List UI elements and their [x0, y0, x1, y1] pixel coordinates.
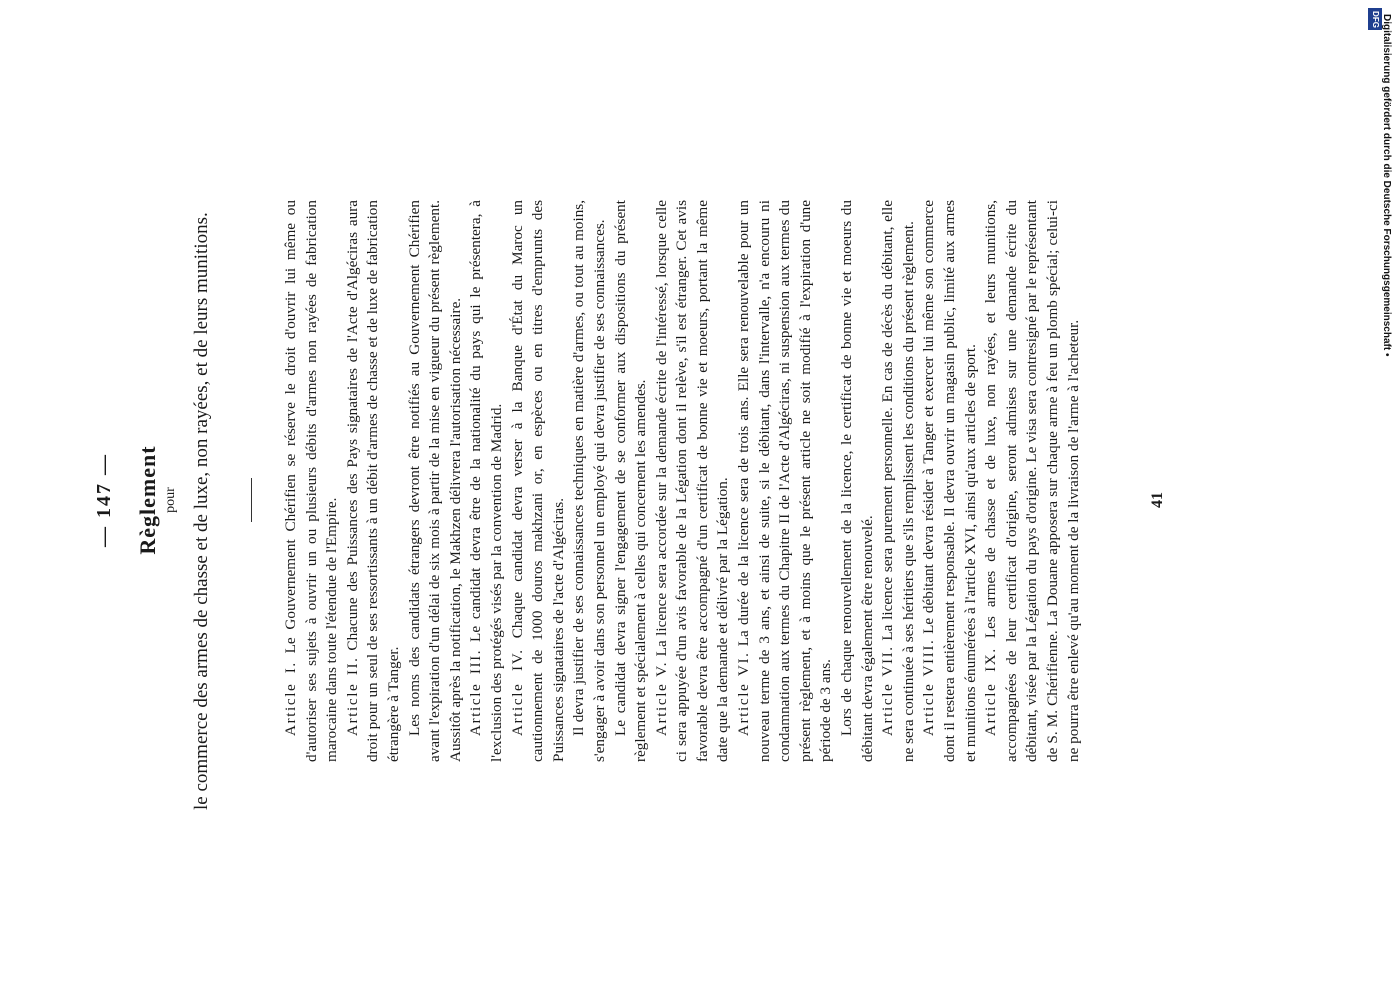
page-number-header: — 147 — [93, 453, 115, 547]
article-text: Chacune des Puissances des Pays signataires de l'Acte d'Algéciras aura droit pour un seul de ses ressortissants à un débit d'armes de chasse et de luxe de fabrication étrangère à Tanger. [343, 200, 402, 762]
article-label: Article VI. [735, 651, 753, 736]
signature-mark: 41 [1149, 492, 1166, 508]
paragraph-article-7 [878, 200, 919, 762]
paragraph-article-6 [734, 200, 837, 762]
paragraph [405, 200, 467, 762]
article-text: La licence sera accordée sur la demande écrite de l'intéressé, lorsque celle ci sera appuyée d'un avis favorable de la Légation dont il relève, s'il est étranger. Cet avis favorable devra être accompagné d'un certificat de bonne vie et moeurs, portant la même date que la demande et délivré par la Légation. [652, 199, 732, 762]
paragraph-text: Les noms des candidats étrangers devront être notifiés au Gouvernement Chérifien avant l'expiration d'un délai de six mois à partir de la mise en vigueur du présent règlement. Aussitôt après la notification, le Makhzen délivrera l'autorisation nécessaire. [405, 200, 464, 762]
article-text: Le débitant devra résider à Tanger et exercer lui même son commerce dont il restera entièrement responsable. Il devra ouvrir un magasin public, limité aux armes et munitions énumérées à l'article XVI, ainsi qu'aux articles de sport. [920, 200, 979, 762]
article-text: Le Gouvernement Chérifien se réserve le droit d'ouvrir lui même ou d'autoriser ses sujets à ouvrir un ou plusieurs débits d'armes non rayées de fabrication marocaine dans toute l'étendue de l'Empire. [282, 200, 341, 762]
rotated-document-page [93, 0, 1166, 1000]
article-label: Article VII. [879, 645, 897, 736]
paragraph [611, 200, 652, 762]
paragraph-article-2 [343, 200, 405, 762]
article-label: Article III. [467, 648, 485, 736]
paragraph-text: Il devra justifier de ses connaissances techniques en matière d'armes, ou tout au moins, s'engager à avoir dans son personnel un employé qui devra justifier de ses connaissances. [570, 200, 608, 762]
title-divider [251, 478, 252, 522]
article-text: Les armes de chasse et de luxe, non rayées, et leurs munitions, accompagnées de leur certificat d'origine, seront admises sur une demande écrite du débitant, visée par la Légation du pays d'origine. Le visa sera contresigné par le représentant de S. M. Chérifienne. La Douane apposera sur chaque arme à feu un plomb spécial; celui-ci ne pourra être enlevé qu'au moment de la livraison de l'arme à l'acheteur. [982, 200, 1082, 762]
paragraph-article-8 [919, 200, 981, 762]
article-label: Article VIII. [920, 638, 938, 736]
article-label: Article I. [282, 661, 299, 736]
title-pour: pour [163, 487, 178, 513]
article-label: Article IV. [508, 648, 526, 736]
article-text: La durée de la licence sera de trois ans. Elle sera renouvelable pour un nouveau terme de 3 ans, et ainsi de suite, si le débitant, dans l'intervalle, n'a encouru ni condamnation aux termes du Chapitre II de l'Acte d'Algéciras, ni suspension aux termes du présent règlement, et à moins que le présent article ne soit modifié à l'expiration d'une période de 3 ans. [735, 200, 835, 762]
article-label: Article IX. [982, 647, 1000, 736]
paragraph-article-5 [652, 200, 734, 762]
article-text: Le candidat devra être de la nationalité du pays qui le présentera, à l'exclusion des protégés visés par la convention de Madrid. [467, 200, 505, 762]
article-text: Chaque candidat devra verser à la Banque d'État du Maroc un cautionnement de 1000 douros makhzani or, en espèces ou en titres d'emprunts des Puissances signataires de l'acte d'Algéciras. [508, 199, 567, 762]
digitization-stamp-text: Digitalisierung gefördert durch die Deutsche Forschungsgemeinschaft • [1381, 14, 1392, 357]
paragraph-text: Le candidat devra signer l'engagement de se conformer aux dispositions du présent règlement et spécialement à celles qui concernent les amendes. [611, 200, 650, 762]
paragraph-article-9 [981, 200, 1084, 762]
dfg-logo-text: DFG [1370, 10, 1380, 28]
digitization-stamp [1364, 8, 1394, 988]
article-label: Article V. [652, 660, 670, 736]
paragraph-article-1 [281, 200, 343, 762]
paragraph [569, 200, 610, 762]
article-label: Article II. [343, 656, 361, 736]
article-text: La licence sera purement personnelle. En cas de décès du débitant, elle ne sera continuée à ses héritiers que s'ils remplissent les conditions du présent règlement. [879, 200, 917, 762]
paragraph-article-3 [466, 200, 507, 762]
paragraph-article-4 [508, 200, 570, 762]
document-title: Règlement [135, 445, 160, 555]
document-subtitle: le commerce des armes de chasse et de luxe, non rayées, et de leurs munitions. [191, 212, 212, 810]
paragraph [837, 200, 878, 762]
dfg-logo [1368, 8, 1382, 30]
paragraph-text: Lors de chaque renouvellement de la licence, le certificat de bonne vie et moeurs du débitant devra également être renouvelé. [838, 200, 876, 762]
document-body [281, 200, 1084, 762]
